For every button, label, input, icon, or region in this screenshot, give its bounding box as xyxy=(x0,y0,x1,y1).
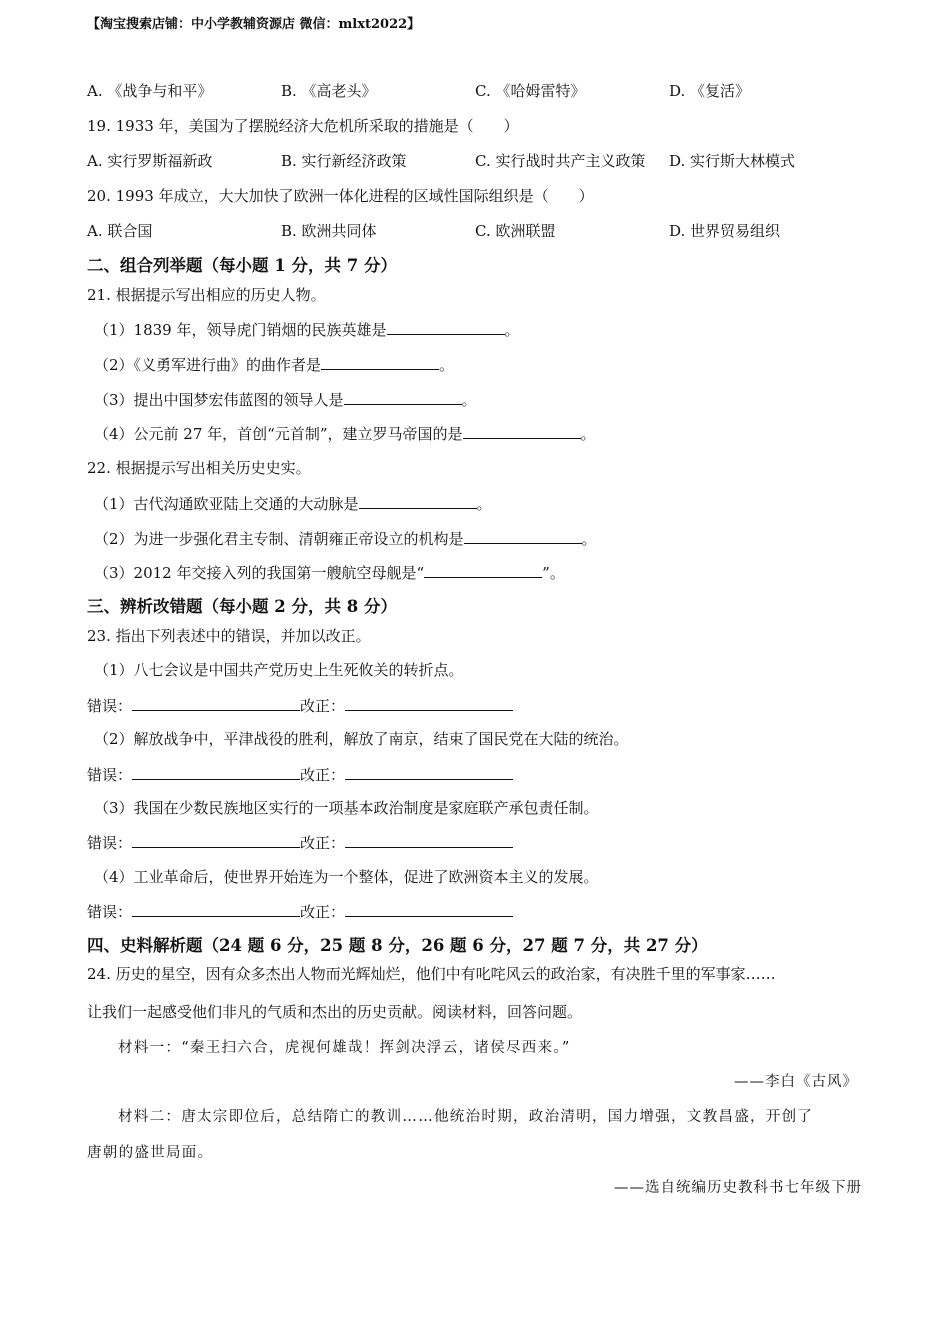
q22-item-3: （3）2012 年交接入列的我国第一艘航空母舰是“ ”。 xyxy=(94,564,565,582)
q24-stem-line-2: 让我们一起感受他们非凡的气质和杰出的历史贡献。阅读材料，回答问题。 xyxy=(87,1003,583,1021)
q19-stem: 19. 1933 年，美国为了摆脱经济大危机所采取的措施是（ ） xyxy=(87,117,519,135)
q23-answer-row-4: 错误： 改正： xyxy=(87,901,513,922)
material-1: 材料一：“秦王扫六合，虎视何雄哉！挥剑决浮云，诸侯尽西来。” xyxy=(118,1040,571,1056)
q20-stem: 20. 1993 年成立，大大加快了欧洲一体化进程的区域性国际组织是（ ） xyxy=(87,187,594,205)
q19-option-d: D. 实行斯大林模式 xyxy=(669,152,796,170)
answer-blank[interactable] xyxy=(359,493,477,509)
q22-item-1: （1）古代沟通欧亚陆上交通的大动脉是 。 xyxy=(94,495,492,513)
q23-item-2: （2）解放战争中，平津战役的胜利，解放了南京，结束了国民党在大陆的统治。 xyxy=(94,730,629,748)
q23-stem: 23. 指出下列表述中的错误，并加以改正。 xyxy=(87,627,371,645)
q23-answer-row-2: 错误： 改正： xyxy=(87,764,513,785)
q19-option-c: C. 实行战时共产主义政策 xyxy=(475,152,646,170)
error-blank[interactable] xyxy=(132,695,300,711)
q18-option-c: C. 《哈姆雷特》 xyxy=(475,82,586,100)
correction-blank[interactable] xyxy=(345,695,513,711)
correction-blank[interactable] xyxy=(345,832,513,848)
q19-option-a: A. 实行罗斯福新政 xyxy=(87,152,213,170)
section-4-title: 四、史料解析题（24 题 6 分，25 题 8 分，26 题 6 分，27 题 7 分，共 27 分） xyxy=(87,936,708,955)
q21-item-4: （4）公元前 27 年，首创“元首制”，建立罗马帝国的是 。 xyxy=(94,425,596,443)
answer-blank[interactable] xyxy=(387,319,505,335)
correction-blank[interactable] xyxy=(345,901,513,917)
error-blank[interactable] xyxy=(132,901,300,917)
material-2-line-1: 材料二：唐太宗即位后，总结隋亡的教训……他统治时期，政治清明，国力增强，文教昌盛，开创了 xyxy=(118,1109,814,1125)
q21-stem: 21. 根据提示写出相应的历史人物。 xyxy=(87,286,326,304)
q23-answer-row-3: 错误： 改正： xyxy=(87,832,513,853)
q21-item-1: （1）1839 年，领导虎门销烟的民族英雄是 。 xyxy=(94,321,520,339)
error-blank[interactable] xyxy=(132,764,300,780)
error-blank[interactable] xyxy=(132,832,300,848)
q21-item-2: （2）《义勇军进行曲》的曲作者是 。 xyxy=(94,356,455,374)
q22-item-2: （2）为进一步强化君主专制、清朝雍正帝设立的机构是 。 xyxy=(94,530,597,548)
q23-item-3: （3）我国在少数民族地区实行的一项基本政治制度是家庭联产承包责任制。 xyxy=(94,799,599,817)
section-3-title: 三、辨析改错题（每小题 2 分，共 8 分） xyxy=(87,597,397,616)
q20-option-b: B. 欧洲共同体 xyxy=(281,222,377,240)
q24-stem-line-1: 24. 历史的星空，因有众多杰出人物而光辉灿烂，他们中有叱咤风云的政治家，有决胜千里的军事家…… xyxy=(87,965,776,983)
q20-option-a: A. 联合国 xyxy=(87,222,153,240)
q21-item-3: （3）提出中国梦宏伟蓝图的领导人是 。 xyxy=(94,391,477,409)
answer-blank[interactable] xyxy=(424,562,542,578)
q18-option-a: A. 《战争与和平》 xyxy=(87,82,213,100)
material-2-line-2: 唐朝的盛世局面。 xyxy=(87,1145,214,1161)
page-header: 【淘宝搜索店铺：中小学教辅资源店 微信：mlxt2022】 xyxy=(87,17,421,32)
q20-option-d: D. 世界贸易组织 xyxy=(669,222,781,240)
answer-blank[interactable] xyxy=(464,528,582,544)
q18-option-d: D. 《复活》 xyxy=(669,82,751,100)
correction-blank[interactable] xyxy=(345,764,513,780)
q20-option-c: C. 欧洲联盟 xyxy=(475,222,556,240)
q23-answer-row-1: 错误： 改正： xyxy=(87,695,513,716)
answer-blank[interactable] xyxy=(463,423,581,439)
material-2-source: ——选自统编历史教科书七年级下册 xyxy=(614,1180,862,1196)
answer-blank[interactable] xyxy=(321,354,439,370)
q19-option-b: B. 实行新经济政策 xyxy=(281,152,407,170)
answer-blank[interactable] xyxy=(344,389,462,405)
q18-option-b: B. 《高老头》 xyxy=(281,82,377,100)
q22-stem: 22. 根据提示写出相关历史史实。 xyxy=(87,459,311,477)
material-1-source: ——李白《古风》 xyxy=(734,1074,858,1090)
section-2-title: 二、组合列举题（每小题 1 分，共 7 分） xyxy=(87,256,397,275)
q23-item-4: （4）工业革命后，使世界开始连为一个整体，促进了欧洲资本主义的发展。 xyxy=(94,868,599,886)
q23-item-1: （1）八七会议是中国共产党历史上生死攸关的转折点。 xyxy=(94,661,464,679)
